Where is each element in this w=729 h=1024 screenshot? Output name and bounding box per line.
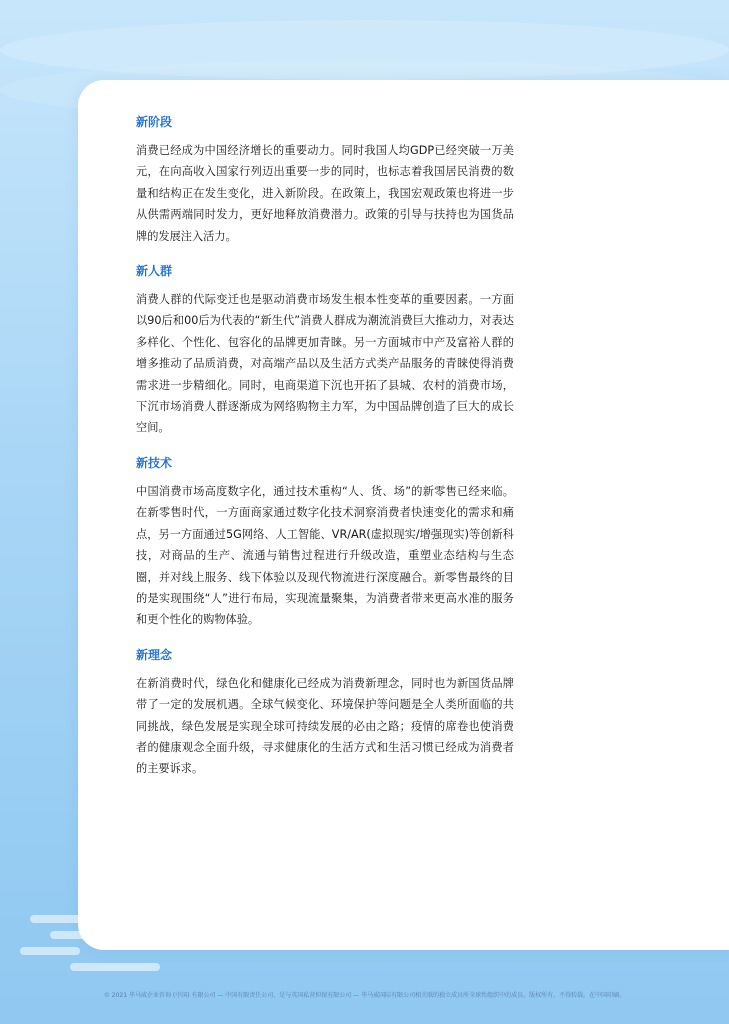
section-heading: 新技术	[136, 455, 173, 470]
section-new-consumers	[136, 263, 514, 439]
section-paragraph: 在新消费时代，绿色化和健康化已经成为消费新理念，同时也为新国货品牌带了一定的发展机遇。全球气候变化、环境保护等问题是全人类所面临的共同挑战，绿色发展是实现全球可持续发展的必由之路；疫情的席卷也使消费者的健康观念全面升级，寻求健康化的生活方式和生活习惯已经成为消费者的主要诉求。	[136, 676, 514, 776]
section-paragraph: 消费已经成为中国经济增长的重要动力。同时我国人均GDP已经突破一万美元，在向高收入国家行列迈出重要一步的同时，也标志着我国居民消费的数量和结构正在发生变化，进入新阶段。在政策上，我国宏观政策也将进一步从供需两端同时发力，更好地释放消费潜力。政策的引导与扶持也为国货品牌的发展注入活力。	[136, 144, 514, 243]
decorative-lines	[20, 905, 170, 985]
section-new-technology	[136, 455, 514, 631]
section-heading: 新阶段	[136, 115, 173, 129]
section-new-stage	[136, 114, 514, 247]
section-new-concept	[136, 647, 514, 780]
copyright-footer: © 2021 毕马威企业咨询 (中国) 有限公司 — 中国有限责任公司，是与英国私营担保有限公司 — 毕马威国际有限公司相关联的独立成员所全球性组织中的成员。版权所有，不得转载。在中国印刷。	[103, 992, 626, 999]
section-heading: 新人群	[136, 264, 173, 279]
section-paragraph: 消费人群的代际变迁也是驱动消费市场发生根本性变革的重要因素。一方面以90后和00后为代表的“新生代”消费人群成为潮流消费巨大推动力，对表达多样化、个性化、包容化的品牌更加青睐。另一方面城市中产及富裕人群的增多推动了品质消费，对高端产品以及生活方式类产品服务的青睐使得消费需求进一步精细化。同时，电商渠道下沉也开拓了县城、农村的消费市场，下沉市场消费人群逐渐成为网络购物主力军，为中国品牌创造了巨大的成长空间。	[136, 293, 514, 435]
section-paragraph: 中国消费市场高度数字化，通过技术重构“人、货、场”的新零售已经来临。在新零售时代，一方面商家通过数字化技术洞察消费者快速变化的需求和痛点，另一方面通过5G网络、人工智能、VR/AR(虚拟现实/增强现实)等创新科技，对商品的生产、流通与销售过程进行升级改造，重塑业态结构与生态圈，并对线上服务、线下体验以及现代物流进行深度融合。新零售最终的目的是实现围绕“人”进行布局，实现流量聚集，为消费者带来更高水准的服务和更个性化的购物体验。	[136, 484, 514, 627]
section-heading: 新理念	[136, 647, 173, 662]
article-body	[136, 114, 514, 796]
